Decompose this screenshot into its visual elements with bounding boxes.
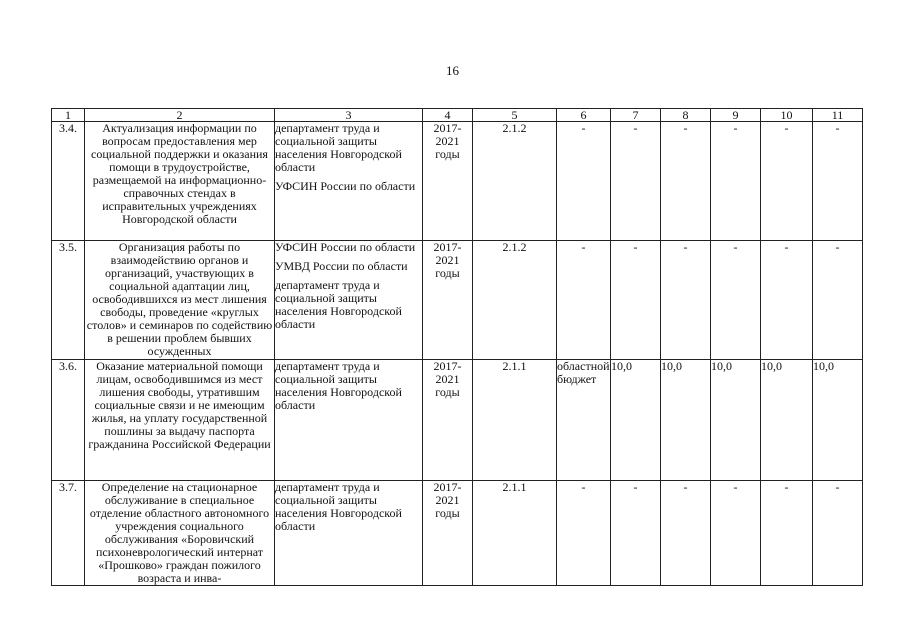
executor: департамент труда и социальной защиты населения Новгородской области (275, 359, 402, 412)
value-2018: - (661, 241, 711, 360)
source-cell: - (557, 481, 611, 586)
value-2021: 10,0 (813, 360, 863, 481)
value-2021: - (813, 122, 863, 241)
header-row (52, 109, 863, 122)
column-header: 1 (52, 109, 85, 122)
value-2020: - (761, 481, 813, 586)
measure-name: Определение на стационарное обслуживание в специальное отделение областного автономного учреждения социального обслуживания «Боровичский психоневрологический интернат «Прошково» граждан пожилого возраста и инва- (85, 481, 275, 586)
value-2018: 10,0 (661, 360, 711, 481)
column-header: 4 (423, 109, 473, 122)
column-header: 10 (761, 109, 813, 122)
row-number: 3.4. (52, 122, 85, 241)
executors-cell (275, 481, 423, 586)
value-2017: - (611, 122, 661, 241)
value-2017: - (611, 481, 661, 586)
indicator-cell: 2.1.1 (473, 360, 557, 481)
column-header: 9 (711, 109, 761, 122)
value-2020: - (761, 241, 813, 360)
executor: УФСИН России по области (275, 240, 416, 254)
column-header: 8 (661, 109, 711, 122)
source-cell: областной бюджет (557, 360, 611, 481)
table-row (52, 360, 863, 481)
table-row (52, 241, 863, 360)
source-cell: - (557, 241, 611, 360)
executors-cell (275, 360, 423, 481)
value-2019: 10,0 (711, 360, 761, 481)
value-2019: - (711, 481, 761, 586)
value-2017: 10,0 (611, 360, 661, 481)
value-2021: - (813, 241, 863, 360)
value-2021: - (813, 481, 863, 586)
executor: УМВД России по области (275, 259, 408, 273)
measure-name: Организация работы по взаимодействию органов и организаций, участвующих в социальной адаптации лиц, освободившихся из мест лишения свободы, проведение «круглых столов» и семинаров по содействию в решении проблем бывших осужденных (85, 241, 275, 360)
column-header: 2 (85, 109, 275, 122)
column-header: 6 (557, 109, 611, 122)
indicator-cell: 2.1.2 (473, 241, 557, 360)
column-header: 11 (813, 109, 863, 122)
measures-table (51, 108, 863, 586)
term-cell: 2017-2021 годы (423, 360, 473, 481)
term-cell: 2017-2021 годы (423, 241, 473, 360)
row-number: 3.7. (52, 481, 85, 586)
table-row (52, 481, 863, 586)
executor: департамент труда и социальной защиты населения Новгородской области (275, 480, 402, 533)
row-number: 3.6. (52, 360, 85, 481)
executors-cell (275, 241, 423, 360)
value-2017: - (611, 241, 661, 360)
executors-cell (275, 122, 423, 241)
row-number: 3.5. (52, 241, 85, 360)
value-2018: - (661, 122, 711, 241)
measure-name: Актуализация информации по вопросам предоставления мер социальной поддержки и оказания помощи в трудоустройстве, размещаемой на информационно-справочных стендах в исправительных учреждениях Новгородской области (85, 122, 275, 241)
executor: УФСИН России по области (275, 179, 416, 193)
executor: департамент труда и социальной защиты населения Новгородской области (275, 278, 402, 331)
executor: департамент труда и социальной защиты населения Новгородской области (275, 121, 402, 174)
value-2019: - (711, 241, 761, 360)
value-2020: - (761, 122, 813, 241)
column-header: 7 (611, 109, 661, 122)
indicator-cell: 2.1.2 (473, 122, 557, 241)
column-header: 5 (473, 109, 557, 122)
page-number: 16 (446, 63, 459, 78)
table-row (52, 122, 863, 241)
value-2020: 10,0 (761, 360, 813, 481)
indicator-cell: 2.1.1 (473, 481, 557, 586)
column-header: 3 (275, 109, 423, 122)
measure-name: Оказание материальной помощи лицам, освободившимся из мест лишения свободы, утратившим социальные связи и не имеющим жилья, на уплату государственной пошлины за выдачу паспорта гражданина Российской Федерации (85, 360, 275, 481)
value-2019: - (711, 122, 761, 241)
source-cell: - (557, 122, 611, 241)
value-2018: - (661, 481, 711, 586)
term-cell: 2017-2021 годы (423, 481, 473, 586)
term-cell: 2017-2021 годы (423, 122, 473, 241)
